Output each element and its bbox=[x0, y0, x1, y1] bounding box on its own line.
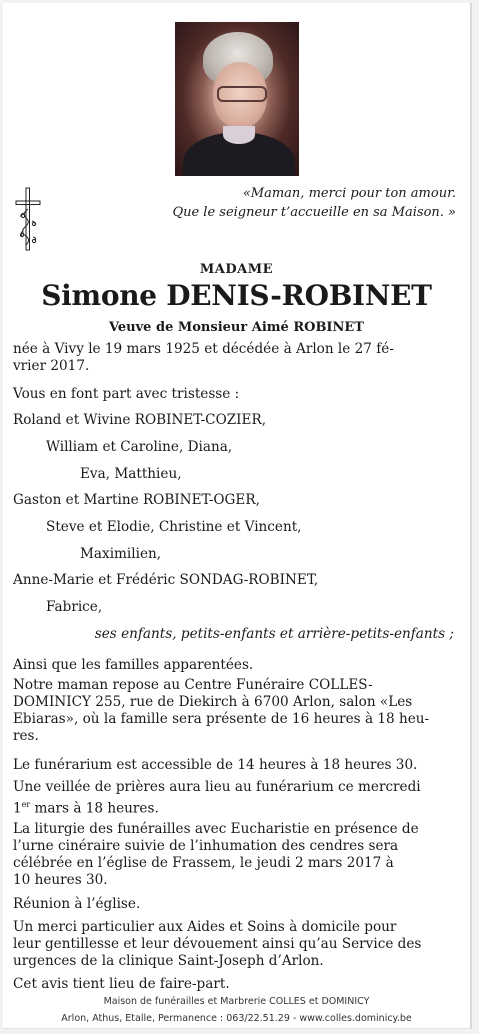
birth-death-text: née à Vivy le 19 mars 1925 et décédée à Arlon le 27 fé- vrier 2017. bbox=[13, 341, 394, 374]
family-line: Anne-Marie et Frédéric SONDAG-ROBINET, bbox=[13, 572, 319, 588]
portrait-photo bbox=[175, 22, 299, 176]
intro-text: Vous en font part avec tristesse : bbox=[13, 386, 240, 402]
title-madame: MADAME bbox=[199, 262, 274, 277]
footer-contact: Arlon, Athus, Etalle, Permanence : 063/22.51.29 - www.colles.dominicy.be bbox=[61, 1013, 412, 1024]
veillee-text: Une veillée de prières aura lieu au funérarium ce mercredi 1er mars à 18 heures. bbox=[13, 779, 421, 817]
family-line: William et Caroline, Diana, bbox=[46, 439, 233, 455]
quote-line: Que le seigneur t’accueille en sa Maison. » bbox=[172, 205, 456, 220]
quote bbox=[172, 184, 456, 222]
obituary-card bbox=[3, 3, 472, 1029]
family-line: Eva, Matthieu, bbox=[80, 466, 182, 482]
family-line: Maximilien, bbox=[80, 546, 162, 562]
footer-company: Maison de funérailles et Marbrerie COLLES et DOMINICY bbox=[103, 996, 370, 1007]
quote-line: «Maman, merci pour ton amour. bbox=[242, 186, 456, 201]
family-line: Steve et Elodie, Christine et Vincent, bbox=[46, 519, 302, 535]
family-line: Roland et Wivine ROBINET-COZIER, bbox=[13, 412, 267, 428]
thanks-text: Un merci particulier aux Aides et Soins à domicile pour leur gentillesse et leur dévouement ainsi qu’au Service des urgences de la clinique Saint-Joseph d’Arlon. bbox=[13, 919, 422, 969]
reunion-text: Réunion à l’église. bbox=[13, 896, 141, 912]
families-text: Ainsi que les familles apparentées. bbox=[13, 657, 254, 673]
deceased-name: Simone DENIS-ROBINET bbox=[41, 279, 432, 312]
widow-line: Veuve de Monsieur Aimé ROBINET bbox=[109, 320, 364, 335]
family-line: Gaston et Martine ROBINET-OGER, bbox=[13, 492, 260, 508]
cross-icon bbox=[15, 187, 41, 255]
notice-text: Cet avis tient lieu de faire-part. bbox=[13, 976, 230, 992]
family-relation: ses enfants, petits-enfants et arrière-petits-enfants ; bbox=[94, 626, 454, 642]
repose-text: Notre maman repose au Centre Funéraire COLLES- DOMINICY 255, rue de Diekirch à 6700 Arlon, salon «Les Ebiaras», où la famille sera présente de 16 heures à 18 heu- res. bbox=[13, 677, 430, 744]
family-line: Fabrice, bbox=[46, 599, 103, 615]
liturgie-text: La liturgie des funérailles avec Eucharistie en présence de l’urne cinéraire suivie de l’inhumation des cendres sera célébrée en l’église de Frassem, le jeudi 2 mars 2017 à 10 heures 30. bbox=[13, 821, 419, 888]
funerarium-text: Le funérarium est accessible de 14 heures à 18 heures 30. bbox=[13, 757, 418, 773]
